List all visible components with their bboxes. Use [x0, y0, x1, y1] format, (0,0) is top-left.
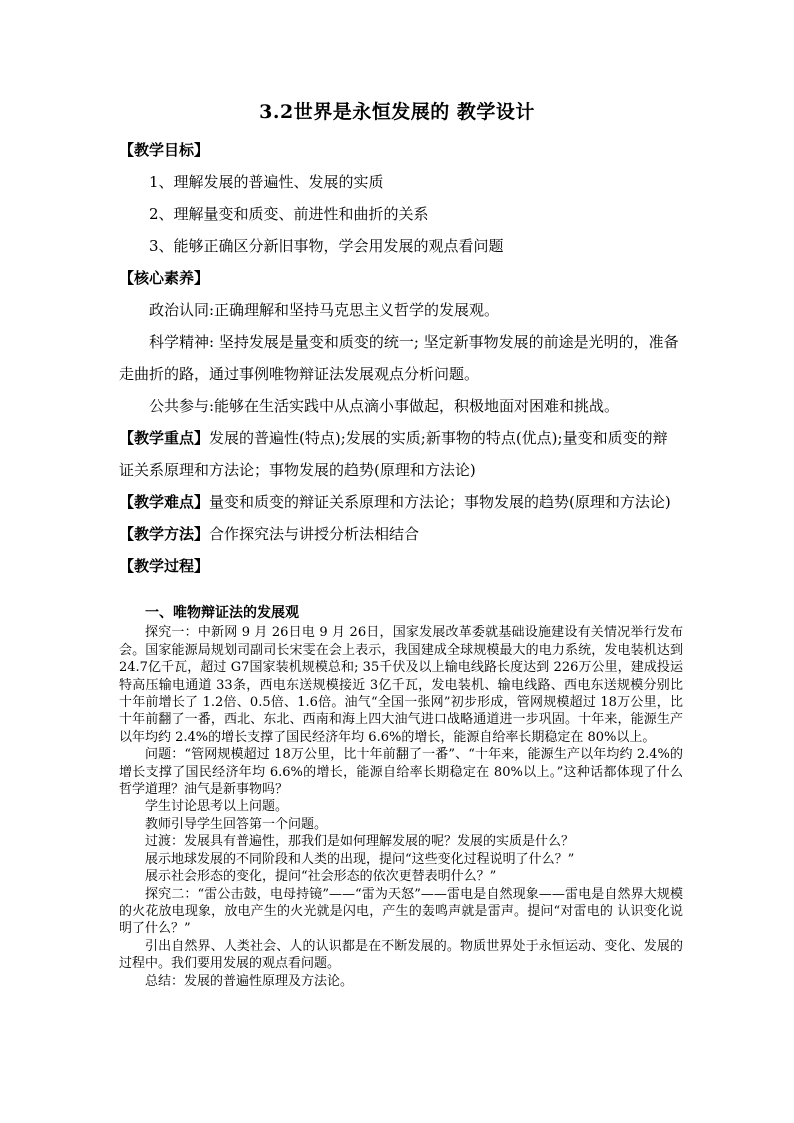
section-title: 一、唯物辩证法的发展观 — [145, 605, 299, 621]
goal-item: 1、理解发展的普遍性、发展的实质 — [149, 173, 384, 191]
literacy-item: 政治认同:正确理解和坚持马克思主义哲学的发展观。 — [149, 301, 500, 319]
process-paragraph: 展示地球发展的不同阶段和人类的出现，提问“这些变化过程说明了什么？” — [145, 851, 575, 867]
methods-text: 合作探究法与讲授分析法相结合 — [209, 525, 420, 543]
process-paragraph: 过渡：发展具有普遍性，那我们是如何理解发展的呢？发展的实质是什么？ — [145, 834, 575, 850]
process-paragraph: 探究二：“雷公击鼓，电母持镜”——“雷为天怒”——雷电是自然现象——雷电是自然界大规模的火花放电现象，放电产生的火光就是闪电，产生的轰鸣声就是雷声。提问“对雷电的 认识变化说明了什么？” — [119, 886, 683, 937]
teaching-process-body — [119, 605, 683, 990]
process-paragraph: 总结：发展的普遍性原理及方法论。 — [145, 973, 354, 989]
process-paragraph: 学生讨论思考以上问题。 — [145, 799, 289, 815]
process-paragraph: 探究一：中新网 9 月 26日电 9 月 26日，国家发展改革委就基础设施建设有关情况举行发布会。国家能源局规划司副司长宋雯在会上表示，我国建成全球规模最大的电力系统，发电装机达到 24.7亿千瓦，超过 G7国家装机规模总和; 35千伏及以上输电线路长度达到 226万公里，建成投运特高压输电通道 33条，西电东送规模接近 3亿千瓦，发电装机、输电线路、西电东送规模分别比十年前增长了 1.2倍、0.5倍、1.6倍。油气“全国一张网”初步形成，管网规模超过 18万公里，比十年前翻了一番，西北、东北、西南和海上四大油气进口战略通道进一步巩固。十年来，能源生产以年均约 2.4%的增长支撑了国民经济年均 6.6%的增长，能源自给率长期稳定在 80%以上。 — [119, 625, 683, 745]
core-literacy-heading: 【核心素养】 — [119, 269, 210, 287]
difficult-points-paragraph — [119, 486, 679, 518]
key-points-label: 【教学重点】 — [119, 429, 210, 447]
teaching-process-heading: 【教学过程】 — [119, 557, 210, 575]
literacy-item: 科学精神: 坚持发展是量变和质变的统一; 坚定新事物发展的前途是光明的，准备走曲折的路，通过事例唯物辩证法发展观点分析问题。 — [119, 333, 679, 383]
process-paragraph: 展示社会形态的变化，提问“社会形态的依次更替表明什么？” — [145, 869, 497, 885]
key-points-text: 发展的普遍性(特点);发展的实质;新事物的特点(优点);量变和质变的辩证关系原理和方法论；事物发展的趋势(原理和方法论) — [119, 429, 668, 479]
document-title: 3.2世界是永恒发展的 教学设计 — [259, 101, 535, 123]
teaching-goals-section — [119, 134, 679, 582]
teaching-goals-heading: 【教学目标】 — [119, 141, 210, 159]
process-paragraph: 引出自然界、人类社会、人的认识都是在不断发展的。物质世界处于永恒运动、变化、发展的过程中。我们要用发展的观点看问题。 — [119, 938, 683, 972]
goal-item: 3、能够正确区分新旧事物，学会用发展的观点看问题 — [149, 237, 504, 255]
process-paragraph: 问题：“管网规模超过 18万公里，比十年前翻了一番”、“十年来，能源生产以年均约 2.4%的增长支撑了国民经济年均 6.6%的增长，能源自给率长期稳定在 80%以上。”这种话都体现了什么哲学道理？油气是新事物吗？ — [119, 747, 683, 798]
methods-paragraph — [119, 518, 679, 550]
difficult-points-text: 量变和质变的辩证关系原理和方法论；事物发展的趋势(原理和方法论) — [209, 493, 671, 511]
key-points-paragraph — [119, 422, 679, 486]
goal-item: 2、理解量变和质变、前进性和曲折的关系 — [149, 205, 429, 223]
methods-label: 【教学方法】 — [119, 525, 210, 543]
literacy-item: 公共参与:能够在生活实践中从点滴小事做起，积极地面对困难和挑战。 — [149, 397, 620, 415]
process-paragraph: 教师引导学生回答第一个问题。 — [145, 816, 328, 832]
difficult-points-label: 【教学难点】 — [119, 493, 210, 511]
